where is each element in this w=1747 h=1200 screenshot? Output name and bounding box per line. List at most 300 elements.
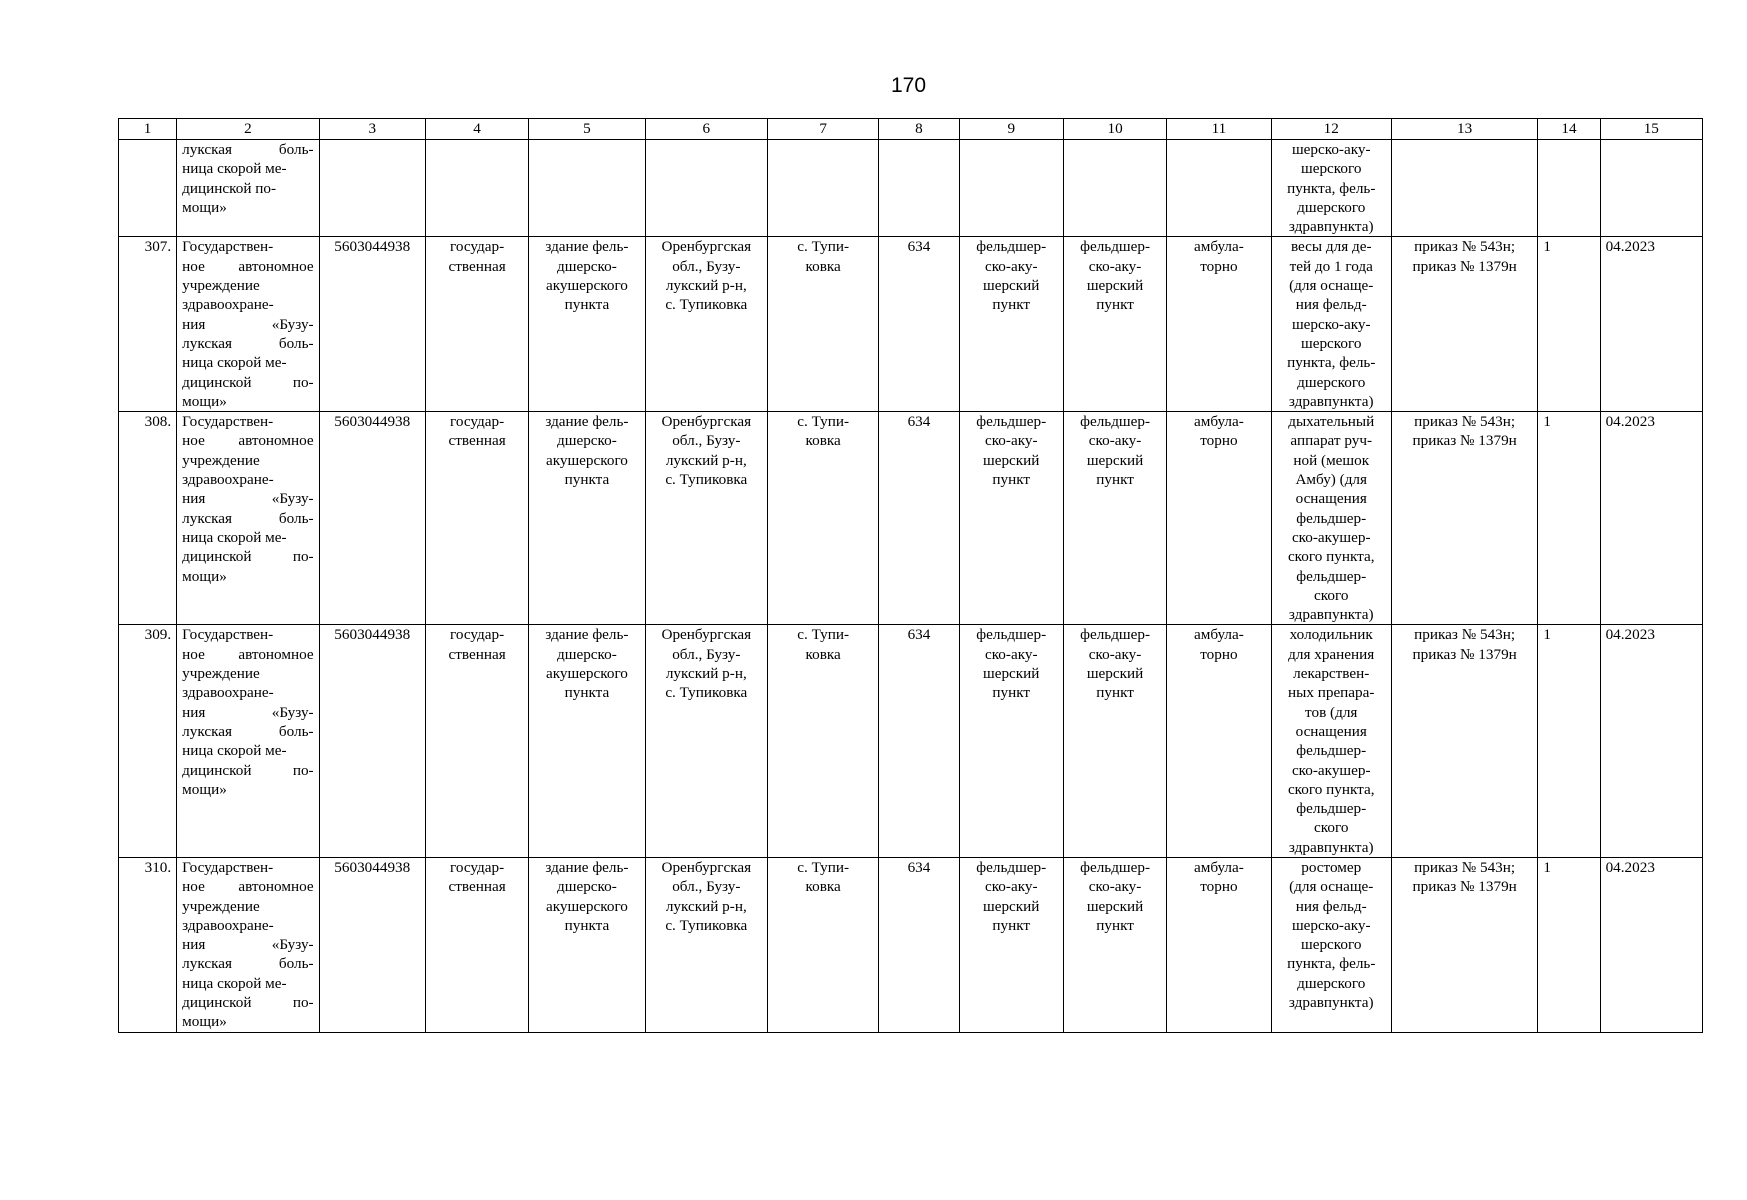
word: ное [182, 878, 205, 896]
organization-name-cell [177, 412, 319, 625]
word: «Бузу- [271, 703, 314, 721]
text-line: здравпункта) [1288, 218, 1374, 236]
text-line: оснащения [1295, 722, 1367, 740]
text-line: мощи» [182, 392, 227, 410]
text-line: с. Тупи- [797, 626, 850, 644]
word: «Бузу- [271, 315, 314, 333]
text-line: ковка [805, 878, 841, 896]
text-line: дшерско- [557, 257, 617, 275]
text-line: учреждение [182, 665, 260, 683]
word: лукская [182, 722, 232, 740]
text-line: фельдшер- [1296, 800, 1367, 818]
word: дицинской [182, 548, 252, 566]
equipment-cell [1271, 412, 1391, 625]
text-line: с. Тупиковка [665, 296, 748, 314]
building-cell [529, 412, 645, 625]
text-line: шерского [1301, 334, 1362, 352]
column-header: 4 [425, 119, 528, 140]
inn-cell: 5603044938 [319, 857, 425, 1032]
text-line: пункт [992, 296, 1031, 314]
text-line: здравпункта) [1288, 392, 1374, 410]
text-line: шерский [983, 897, 1040, 915]
text-line: ростомер [1301, 858, 1362, 876]
unit-type-cell [1063, 237, 1166, 412]
ownership-cell [425, 857, 528, 1032]
table-cell [1391, 140, 1537, 237]
text-line: тов (для [1305, 703, 1358, 721]
text-line: государ- [450, 413, 505, 431]
text-line: пункта, фель- [1287, 955, 1376, 973]
order-reference-cell [1391, 237, 1537, 412]
table-cell [879, 140, 959, 237]
text-line: амбула- [1193, 626, 1244, 644]
quantity-cell: 1 [1538, 412, 1600, 625]
table-cell [1063, 140, 1166, 237]
word: по- [292, 373, 314, 391]
text-line: фельдшер- [1296, 567, 1367, 585]
population-cell: 634 [879, 237, 959, 412]
text-line [182, 509, 313, 528]
text-line: ско-аку- [1088, 878, 1142, 896]
column-header: 1 [119, 119, 177, 140]
text-line [182, 761, 313, 780]
text-line [182, 645, 313, 664]
text-line: шерский [983, 277, 1040, 295]
order-reference-cell [1391, 412, 1537, 625]
text-line: дшерского [1297, 198, 1366, 216]
table-cell [119, 140, 177, 237]
text-line [182, 140, 313, 159]
text-line: фельдшер- [976, 626, 1047, 644]
text-line: ния фельд- [1295, 296, 1367, 314]
text-line: здравпункта) [1288, 838, 1374, 856]
text-line: амбула- [1193, 413, 1244, 431]
text-line: ско-аку- [1088, 645, 1142, 663]
date-cell: 04.2023 [1600, 857, 1702, 1032]
text-line: шерский [1086, 897, 1144, 915]
care-conditions-cell [1167, 857, 1271, 1032]
text-line: ско-акушер- [1291, 761, 1371, 779]
text-line [182, 334, 313, 353]
text-line: лукский р-н, [665, 451, 747, 469]
column-header: 3 [319, 119, 425, 140]
text-line: шерско-аку- [1291, 916, 1371, 934]
text-line [182, 703, 313, 722]
text-line: акушерского [545, 451, 628, 469]
text-line: обл., Бузу- [672, 432, 741, 450]
table-cell [959, 140, 1063, 237]
date-cell: 04.2023 [1600, 237, 1702, 412]
text-line: фельдшер- [1080, 413, 1151, 431]
column-number-header-row [119, 119, 1703, 140]
text-line [182, 993, 313, 1012]
text-line: (для оснаще- [1289, 277, 1374, 295]
text-line: ных препара- [1288, 684, 1375, 702]
column-header: 9 [959, 119, 1063, 140]
text-line: ственная [448, 878, 506, 896]
text-line: государ- [450, 858, 505, 876]
table-row [119, 412, 1703, 625]
text-line: ского пункта, [1287, 548, 1375, 566]
table-cell [319, 140, 425, 237]
organization-name-cell [177, 625, 319, 858]
text-line: Оренбургская [661, 858, 752, 876]
address-cell [645, 237, 767, 412]
text-line: мощи» [182, 567, 227, 585]
text-line: Амбу) (для [1295, 471, 1367, 489]
word: по- [292, 548, 314, 566]
text-line: лекарствен- [1293, 665, 1370, 683]
text-line: с. Тупиковка [665, 916, 748, 934]
ownership-cell [425, 237, 528, 412]
ownership-cell [425, 625, 528, 858]
text-line: ственная [448, 257, 506, 275]
row-number-cell: 310. [119, 857, 177, 1032]
text-line: ковка [805, 257, 841, 275]
word: боль- [278, 141, 314, 158]
word: дицинской [182, 994, 252, 1012]
text-line: государ- [450, 238, 505, 256]
organization-name-cell [177, 140, 319, 237]
text-line: ница скорой ме- [182, 742, 287, 760]
text-line: приказ № 1379н [1412, 432, 1517, 450]
text-line: мощи» [182, 780, 227, 798]
word: ное [182, 257, 205, 275]
text-line: лукский р-н, [665, 277, 747, 295]
text-line: дшерского [1297, 974, 1366, 992]
text-line [182, 547, 313, 566]
column-header: 5 [529, 119, 645, 140]
text-line: фельдшер- [976, 413, 1047, 431]
text-line: шерского [1301, 936, 1362, 954]
word: дицинской [182, 761, 252, 779]
text-line [182, 722, 313, 741]
text-line: шерского [1301, 160, 1362, 178]
text-line: пункта, фель- [1287, 354, 1376, 372]
text-line: приказ № 543н; [1414, 413, 1516, 431]
text-line: приказ № 543н; [1414, 238, 1516, 256]
word: «Бузу- [271, 490, 314, 508]
column-header: 10 [1063, 119, 1166, 140]
text-line: Оренбургская [661, 626, 752, 644]
unit-type-cell [1063, 412, 1166, 625]
date-cell: 04.2023 [1600, 412, 1702, 625]
settlement-cell [767, 625, 878, 858]
text-line: пункт [1096, 916, 1134, 934]
word: ния [182, 703, 206, 721]
date-cell: 04.2023 [1600, 625, 1702, 858]
order-reference-cell [1391, 857, 1537, 1032]
text-line: Оренбургская [661, 238, 752, 256]
inn-cell: 5603044938 [319, 625, 425, 858]
equipment-cell [1271, 857, 1391, 1032]
unit-type-cell [1063, 857, 1166, 1032]
word: лукская [182, 334, 232, 352]
organization-name-cell [177, 237, 319, 412]
text-line: с. Тупи- [797, 413, 850, 431]
table-row [119, 237, 1703, 412]
text-line: фельдшер- [976, 238, 1047, 256]
text-line: с. Тупиковка [665, 684, 748, 702]
text-line: дыхательный [1288, 413, 1375, 431]
text-line: ско-аку- [1088, 257, 1142, 275]
facility-type-cell [959, 625, 1063, 858]
text-line: мощи» [182, 1013, 227, 1031]
text-line: ско-аку- [1088, 432, 1142, 450]
text-line: здравоохране- [182, 684, 274, 702]
text-line: торно [1200, 878, 1238, 896]
text-line: здание фель- [545, 626, 629, 644]
text-line: пункт [992, 471, 1031, 489]
text-line [182, 431, 313, 450]
text-line [182, 373, 313, 392]
inn-cell: 5603044938 [319, 237, 425, 412]
text-line: ско-акушер- [1291, 528, 1371, 546]
text-line: лукский р-н, [665, 665, 747, 683]
text-line: фельдшер- [1080, 238, 1151, 256]
building-cell [529, 857, 645, 1032]
word: автономное [238, 878, 314, 896]
table-cell [1538, 140, 1600, 237]
text-line: приказ № 1379н [1412, 257, 1517, 275]
text-line: с. Тупи- [797, 238, 850, 256]
text-line: шерско-аку- [1291, 315, 1371, 333]
table-cell [529, 140, 645, 237]
text-line: холодильник [1289, 626, 1373, 644]
column-header: 15 [1600, 119, 1702, 140]
text-line: ско-аку- [984, 257, 1038, 275]
order-reference-cell [1391, 625, 1537, 858]
word: автономное [238, 645, 314, 663]
column-header: 14 [1538, 119, 1600, 140]
text-line: дшерско- [557, 432, 617, 450]
table-cell [1167, 140, 1271, 237]
text-line: весы для де- [1290, 238, 1372, 256]
text-line: фельдшер- [976, 858, 1047, 876]
text-line: лукский р-н, [665, 897, 747, 915]
text-line: ковка [805, 432, 841, 450]
column-header: 8 [879, 119, 959, 140]
text-line: приказ № 543н; [1414, 626, 1516, 644]
word: ния [182, 936, 206, 954]
text-line: торно [1200, 257, 1238, 275]
text-line: приказ № 1379н [1412, 645, 1517, 663]
text-line: здравпункта) [1288, 606, 1374, 624]
text-line: ной (мешок [1293, 451, 1370, 469]
text-line: ско-аку- [984, 878, 1038, 896]
text-line: ственная [448, 645, 506, 663]
text-line [182, 315, 313, 334]
facility-type-cell [959, 412, 1063, 625]
text-line: с. Тупи- [797, 858, 850, 876]
table-cell [1600, 140, 1702, 237]
equipment-registry-table [118, 118, 1703, 1033]
text-line: торно [1200, 432, 1238, 450]
quantity-cell: 1 [1538, 625, 1600, 858]
text-line: мощи» [182, 198, 227, 216]
text-line: здание фель- [545, 858, 629, 876]
text-line: акушерского [545, 897, 628, 915]
equipment-cell [1271, 237, 1391, 412]
text-line: ского пункта, [1287, 780, 1375, 798]
population-cell: 634 [879, 625, 959, 858]
column-header: 11 [1167, 119, 1271, 140]
text-line: дшерско- [557, 645, 617, 663]
word: лукская [182, 509, 232, 527]
settlement-cell [767, 857, 878, 1032]
text-line: ница скорой ме- [182, 354, 287, 372]
text-line: оснащения [1295, 490, 1367, 508]
table-cell [425, 140, 528, 237]
text-line: пункт [992, 916, 1031, 934]
text-line: пункт [1096, 684, 1134, 702]
text-line: ского [1314, 819, 1349, 837]
word: автономное [238, 432, 314, 450]
text-line: пункт [1096, 296, 1134, 314]
text-line [182, 877, 313, 896]
text-line: учреждение [182, 897, 260, 915]
text-line: ница скорой ме- [182, 528, 287, 546]
text-line: ско-аку- [984, 645, 1038, 663]
text-line: здравоохране- [182, 916, 274, 934]
word: лукская [182, 955, 232, 973]
column-header: 12 [1271, 119, 1391, 140]
text-line: ния фельд- [1295, 897, 1367, 915]
facility-type-cell [959, 237, 1063, 412]
text-line: акушерского [545, 277, 628, 295]
text-line: Государствен- [182, 413, 274, 431]
table-cell [767, 140, 878, 237]
text-line: пункт [992, 684, 1031, 702]
population-cell: 634 [879, 412, 959, 625]
quantity-cell: 1 [1538, 237, 1600, 412]
inn-cell: 5603044938 [319, 412, 425, 625]
settlement-cell [767, 412, 878, 625]
care-conditions-cell [1167, 625, 1271, 858]
population-cell: 634 [879, 857, 959, 1032]
text-line: Оренбургская [661, 413, 752, 431]
text-line [182, 257, 313, 276]
text-line: ница скорой ме- [182, 974, 287, 992]
text-line: Государствен- [182, 238, 274, 256]
text-line: торно [1200, 645, 1238, 663]
row-number-cell: 307. [119, 237, 177, 412]
text-line: фельдшер- [1080, 626, 1151, 644]
address-cell [645, 412, 767, 625]
text-line: пункта, фель- [1287, 179, 1376, 197]
text-line: шерский [983, 451, 1040, 469]
text-line: пункт [1096, 471, 1134, 489]
equipment-cell [1271, 140, 1391, 237]
text-line: шерско-аку- [1291, 141, 1371, 158]
text-line: учреждение [182, 277, 260, 295]
text-line: для хранения [1288, 645, 1375, 663]
text-line: с. Тупиковка [665, 471, 748, 489]
text-line: пункта [564, 916, 610, 934]
word: боль- [278, 955, 314, 973]
text-line: ского [1314, 586, 1349, 604]
settlement-cell [767, 237, 878, 412]
page-number: 170 [890, 74, 927, 97]
facility-type-cell [959, 857, 1063, 1032]
text-line: здравоохране- [182, 471, 274, 489]
word: ное [182, 645, 205, 663]
text-line: обл., Бузу- [672, 645, 741, 663]
organization-name-cell [177, 857, 319, 1032]
text-line: акушерского [545, 665, 628, 683]
text-line: Государствен- [182, 858, 274, 876]
text-line: обл., Бузу- [672, 878, 741, 896]
text-line: обл., Бузу- [672, 257, 741, 275]
word: дицинской [182, 373, 252, 391]
text-line: дшерского [1297, 373, 1366, 391]
text-line: пункта [564, 296, 610, 314]
text-line: амбула- [1193, 858, 1244, 876]
text-line: ница скорой ме- [182, 160, 287, 178]
address-cell [645, 625, 767, 858]
ownership-cell [425, 412, 528, 625]
word: ния [182, 315, 206, 333]
text-line: (для оснаще- [1289, 878, 1374, 896]
text-line [182, 954, 313, 973]
column-header: 13 [1391, 119, 1537, 140]
row-number-cell: 308. [119, 412, 177, 625]
text-line: здравпункта) [1288, 994, 1374, 1012]
building-cell [529, 237, 645, 412]
word: по- [292, 761, 314, 779]
word: по- [292, 994, 314, 1012]
text-line: фельдшер- [1080, 858, 1151, 876]
word: боль- [278, 334, 314, 352]
row-number-cell: 309. [119, 625, 177, 858]
text-line: Государствен- [182, 626, 274, 644]
column-header: 7 [767, 119, 878, 140]
text-line: тей до 1 года [1289, 257, 1373, 275]
text-line [182, 489, 313, 508]
text-line: шерский [1086, 277, 1144, 295]
text-line: дшерско- [557, 878, 617, 896]
text-line: шерский [1086, 451, 1144, 469]
word: боль- [278, 722, 314, 740]
text-line: ственная [448, 432, 506, 450]
text-line: здание фель- [545, 413, 629, 431]
text-line: здание фель- [545, 238, 629, 256]
text-line: приказ № 543н; [1414, 858, 1516, 876]
text-line: дицинской по- [182, 179, 277, 197]
text-line: аппарат руч- [1290, 432, 1373, 450]
text-line: ковка [805, 645, 841, 663]
text-line: пункта [564, 471, 610, 489]
text-line: пункта [564, 684, 610, 702]
text-line: фельдшер- [1296, 509, 1367, 527]
address-cell [645, 857, 767, 1032]
text-line: амбула- [1193, 238, 1244, 256]
word: ния [182, 490, 206, 508]
text-line: шерский [983, 665, 1040, 683]
care-conditions-cell [1167, 237, 1271, 412]
equipment-cell [1271, 625, 1391, 858]
word: автономное [238, 257, 314, 275]
word: ное [182, 432, 205, 450]
text-line: государ- [450, 626, 505, 644]
building-cell [529, 625, 645, 858]
text-line: приказ № 1379н [1412, 878, 1517, 896]
word: «Бузу- [271, 936, 314, 954]
unit-type-cell [1063, 625, 1166, 858]
text-line: фельдшер- [1296, 742, 1367, 760]
continuation-row [119, 140, 1703, 237]
text-line: ско-аку- [984, 432, 1038, 450]
